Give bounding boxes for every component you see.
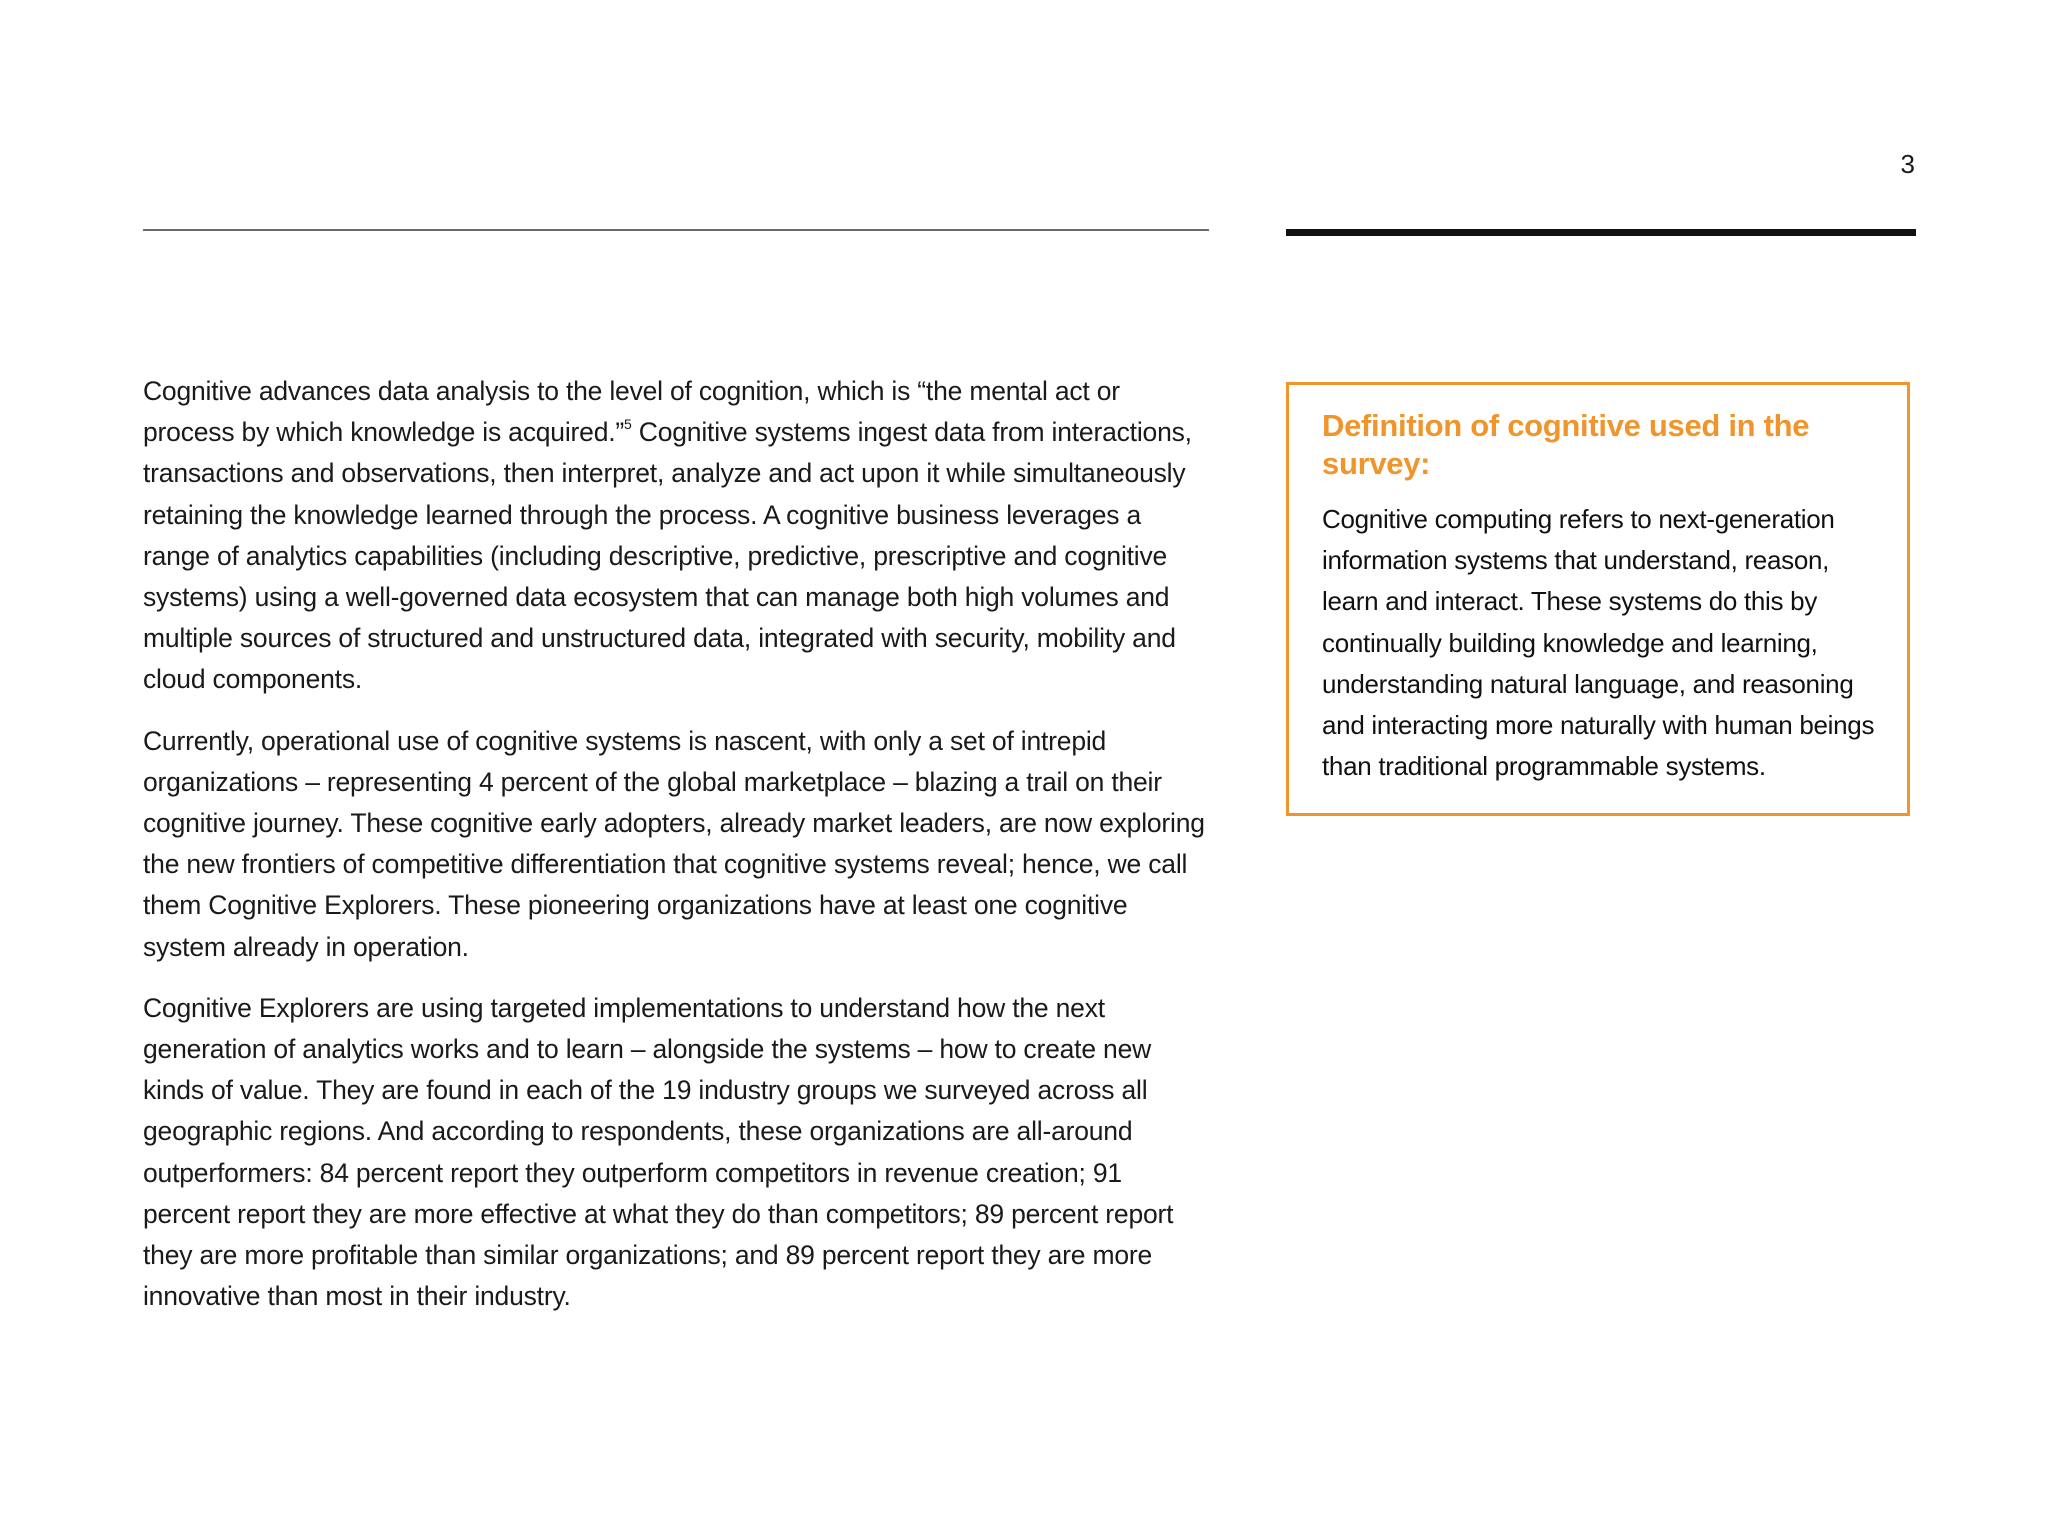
paragraph-1-part-b: Cognitive systems ingest data from interactions, transactions and observations, then interpret, analyze and act upon it while simultaneously retaining the knowledge learned through the process. A cognitive business leverages a range of analytics capabilities (including descriptive, predictive, prescriptive and cognitive systems) using a well-governed data ecosystem that can manage both high volumes and multiple sources of structured and unstructured data, integrated with security, mobility and cloud components. — [143, 417, 1192, 695]
body-paragraph-1 — [143, 371, 1213, 701]
paragraph-1-part-a: Cognitive advances data analysis to the level of cognition, which is “the mental act or process by which knowledge is acquired.” — [143, 376, 1120, 448]
page-number: 3 — [1900, 149, 1915, 179]
body-paragraph-3: Cognitive Explorers are using targeted implementations to understand how the next generation of analytics works and to learn – alongside the systems – how to create new kinds of value. They are found in each of the 19 industry groups we surveyed across all geographic regions. And according to respondents, these organizations are all-around outperformers: 84 percent report they outperform competitors in revenue creation; 91 percent report they are more effective at what they do than competitors; 89 percent report they are more profitable than similar organizations; and 89 percent report they are more innovative than most in their industry. — [143, 992, 1174, 1312]
header-rule-right — [1286, 229, 1916, 236]
body-paragraph-2: Currently, operational use of cognitive systems is nascent, with only a set of intrepid organizations – representing 4 percent of the global marketplace – blazing a trail on their cognitive journey. These cognitive early adopters, already market leaders, are now exploring the new frontiers of competitive differentiation that cognitive systems reveal; hence, we call them Cognitive Explorers. These pioneering organizations have at least one cognitive system already in operation. — [143, 725, 1205, 962]
definition-sidebar — [1286, 382, 1910, 816]
header-rule-left — [143, 229, 1209, 231]
footnote-marker: 5 — [624, 416, 632, 433]
sidebar-title: Definition of cognitive used in the survey: — [1322, 408, 1810, 481]
sidebar-body: Cognitive computing refers to next-generation information systems that understand, reason, learn and interact. These systems do this by continually building knowledge and learning, understanding natural language, and reasoning and interacting more naturally with human beings than traditional programmable systems. — [1322, 504, 1875, 782]
main-text-column — [143, 371, 1213, 1337]
